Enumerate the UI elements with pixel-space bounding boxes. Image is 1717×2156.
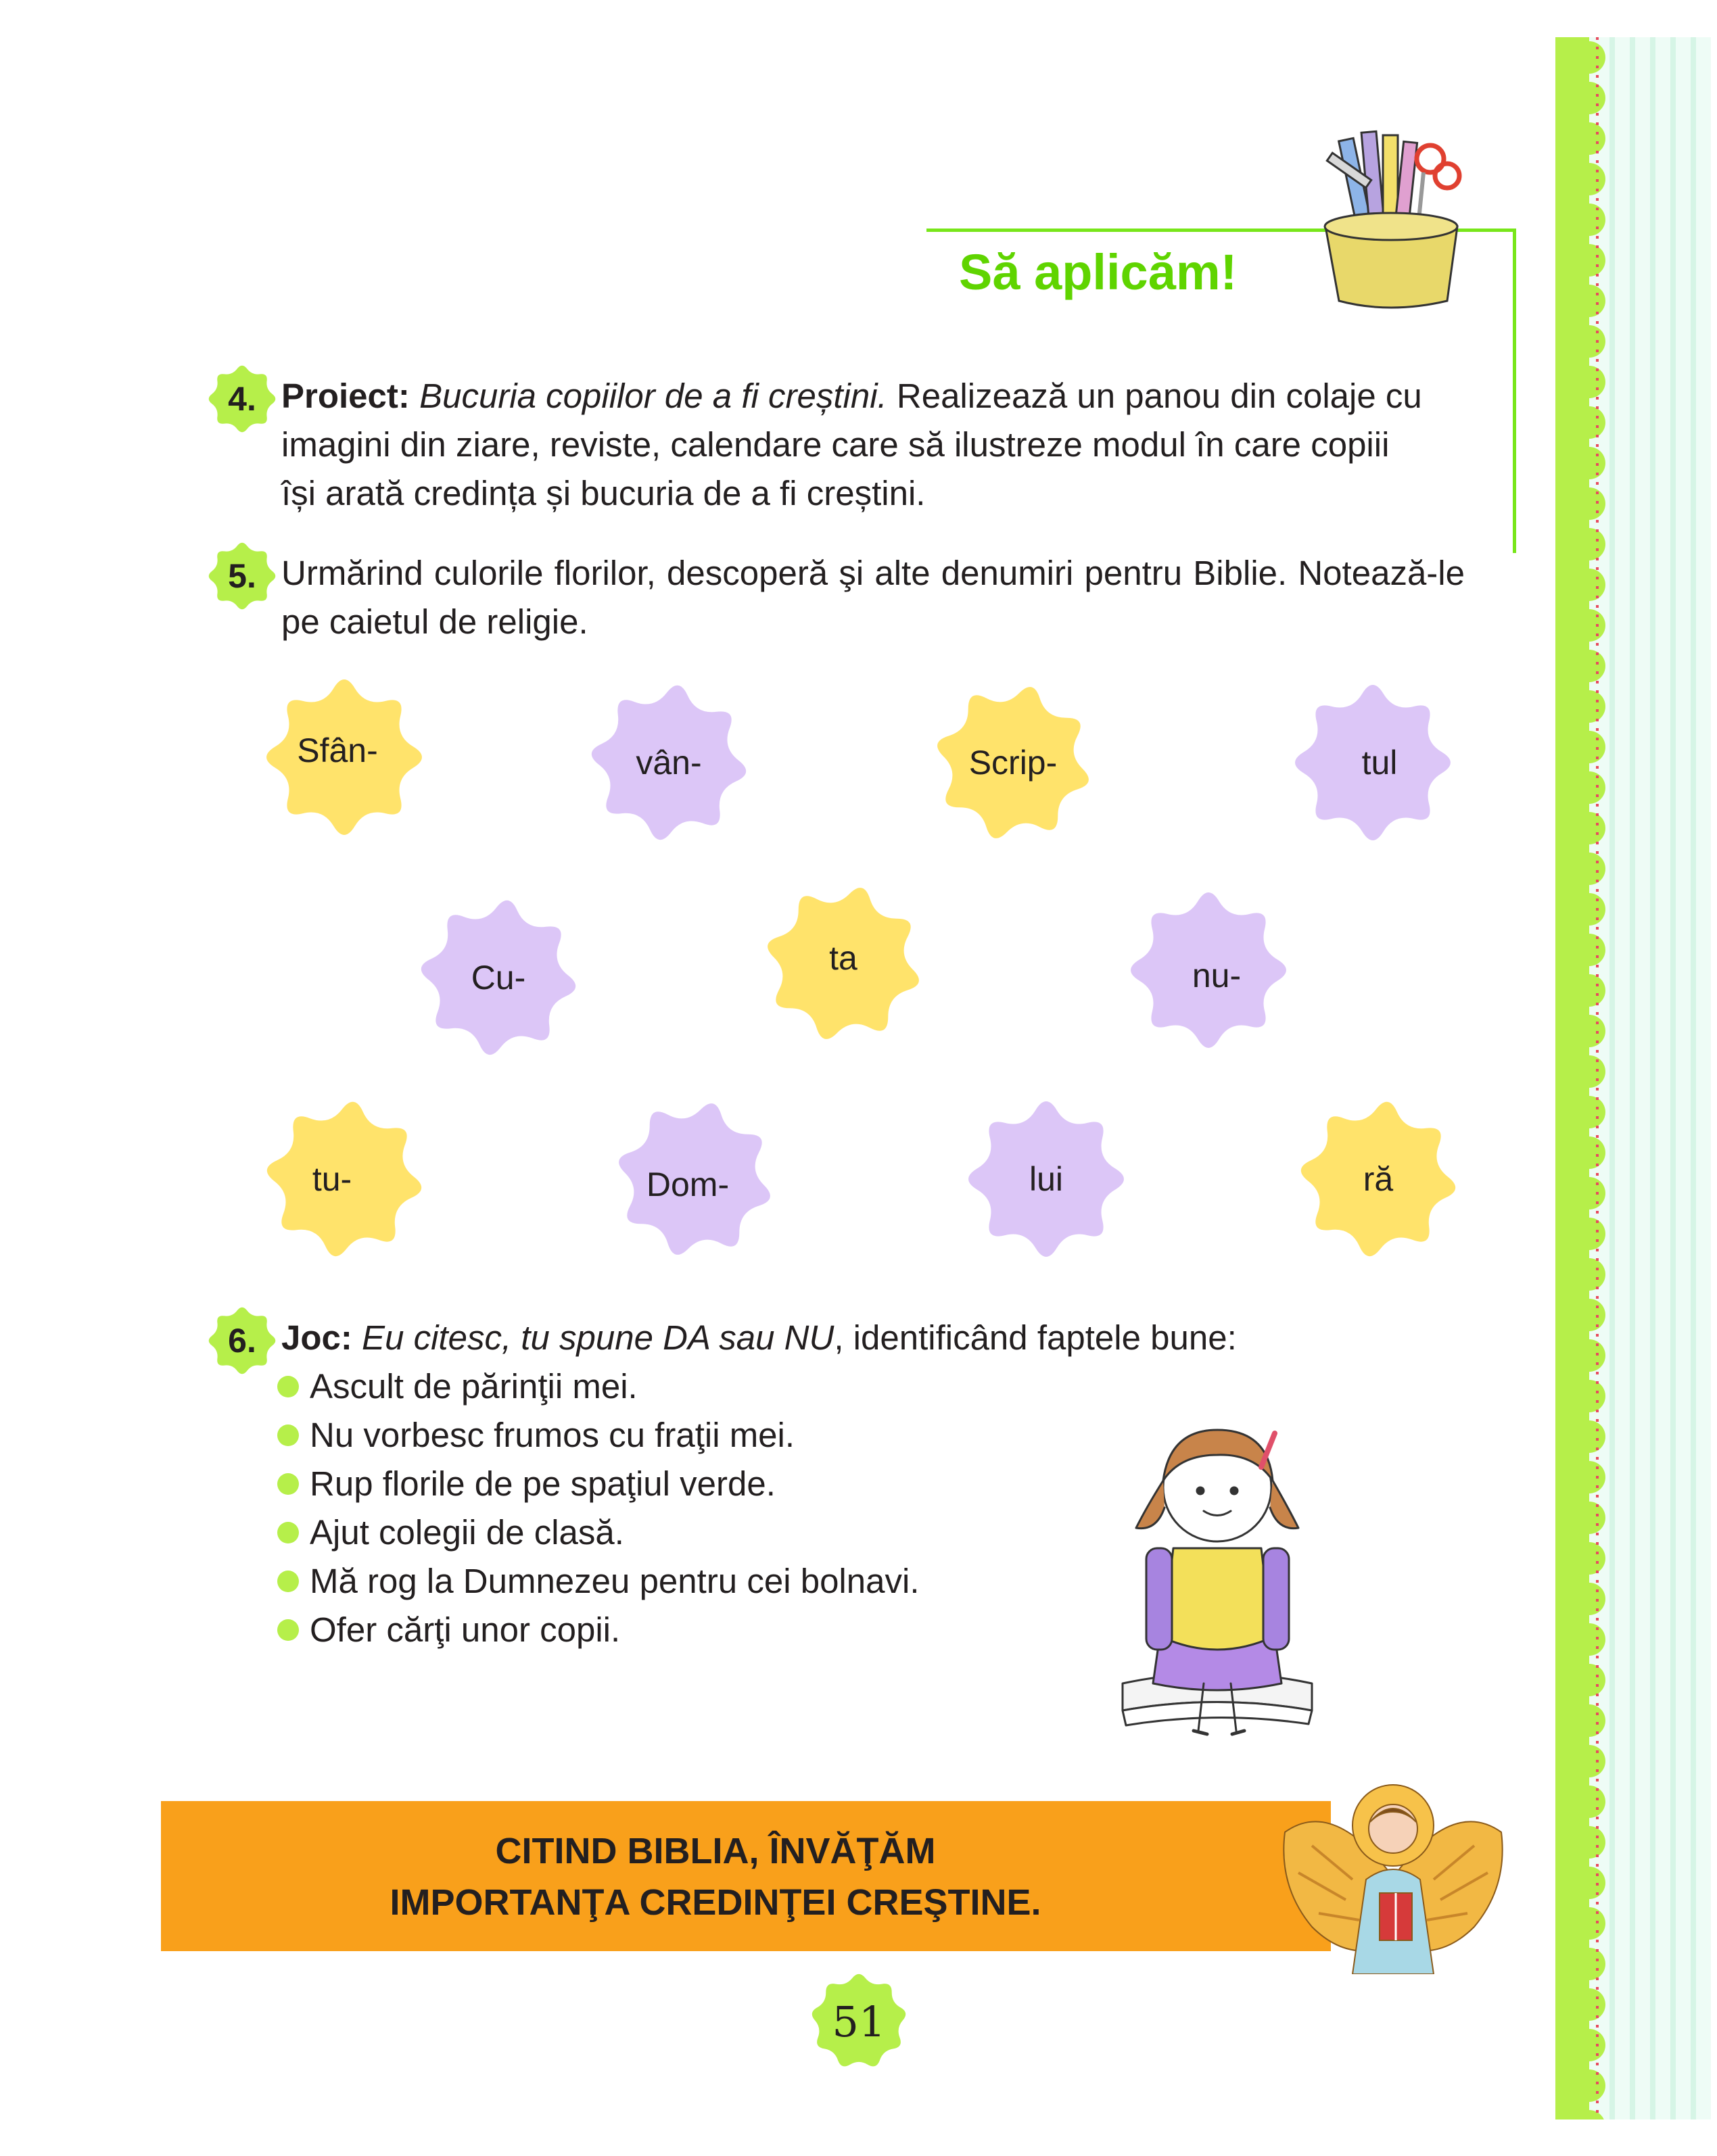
- list-item: Ascult de părinţii mei.: [277, 1362, 638, 1411]
- angel-icon: [1271, 1771, 1515, 1974]
- list-item: Ofer cărţi unor copii.: [277, 1606, 620, 1654]
- list-item: Mă rog la Dumnezeu pentru cei bolnavi.: [277, 1557, 920, 1606]
- exercise-4-line-3: își arată credința și bucuria de a fi creștini.: [281, 474, 926, 512]
- flower-4-label: tul: [1361, 744, 1398, 782]
- list-item: Nu vorbesc frumos cu fraţii mei.: [277, 1411, 795, 1460]
- flower-7: [1121, 882, 1296, 1058]
- header-side-rule: [1513, 229, 1516, 553]
- flower-3: [925, 675, 1101, 851]
- banner-line-1: CITIND BIBLIA, ÎNVĂŢĂM: [495, 1831, 936, 1871]
- exercise-6-number: 6.: [205, 1303, 279, 1378]
- exercise-4-label: Proiect:: [281, 377, 410, 415]
- exercise-6-text: [281, 1314, 1465, 1362]
- page-number: [805, 1971, 913, 2072]
- flower-2-label: vân-: [636, 744, 702, 782]
- exercise-5-number: 5.: [205, 539, 279, 613]
- flower-1-label: Sfân-: [297, 732, 378, 769]
- exercise-5-text: Urmărind culorile florilor, descoperă şi alte denumiri pentru Biblie. Notează-le pe caietul de religie.: [281, 554, 1465, 641]
- bullet-icon: [277, 1473, 299, 1495]
- flower-10-label: lui: [1029, 1160, 1064, 1198]
- exercise-4-text: [281, 372, 1465, 518]
- flower-11-label: ră: [1363, 1160, 1394, 1198]
- flower-2: [581, 675, 757, 851]
- exercise-6-title: Eu citesc, tu spune DA sau NU: [362, 1318, 834, 1357]
- flower-8-label: tu-: [312, 1160, 352, 1198]
- list-item: Rup florile de pe spaţiul verde.: [277, 1460, 776, 1508]
- exercise-4-line-1-tail: Realizează un panou din colaje cu: [896, 377, 1422, 415]
- flower-8: [256, 1091, 432, 1267]
- page-number-text: 51: [832, 1996, 886, 2046]
- exercise-4-number: 4.: [205, 362, 279, 436]
- flower-6: [755, 876, 931, 1051]
- bullet-icon: [277, 1376, 299, 1397]
- flower-10: [958, 1091, 1134, 1267]
- decorative-side-border: [1555, 37, 1711, 2119]
- flower-11: [1290, 1091, 1466, 1267]
- flower-9: [607, 1091, 782, 1267]
- exercise-6-tail: , identificând faptele bune:: [834, 1318, 1237, 1357]
- banner-line-2: IMPORTANŢA CREDINŢEI CREŞTINE.: [390, 1882, 1041, 1923]
- flower-4: [1285, 675, 1461, 851]
- flower-3-label: Scrip-: [968, 744, 1058, 782]
- exercise-4-title: Bucuria copiilor de a fi creștini.: [419, 377, 887, 415]
- flower-6-label: ta: [829, 939, 857, 977]
- flower-1: [256, 669, 432, 845]
- pencil-cup-icon: [1285, 112, 1488, 314]
- section-title: Să aplicăm!: [959, 244, 1238, 300]
- bullet-icon: [277, 1424, 299, 1446]
- list-item: Ajut colegii de clasă.: [277, 1508, 624, 1557]
- flower-5: [410, 890, 586, 1065]
- flower-5-label: Cu-: [471, 959, 526, 997]
- banner-text: [161, 1825, 1270, 1928]
- exercise-4-line-2: imagini din ziare, reviste, calendare care să ilustreze modul în care copiii: [281, 425, 1390, 464]
- flower-7-label: nu-: [1192, 957, 1242, 995]
- exercise-4-line-1: [281, 372, 1465, 421]
- bullet-icon: [277, 1522, 299, 1543]
- flower-9-label: Dom-: [646, 1166, 730, 1203]
- bullet-icon: [277, 1571, 299, 1592]
- exercise-6-label: Joc:: [281, 1318, 352, 1357]
- girl-reading-illustration: [1109, 1393, 1325, 1744]
- bullet-icon: [277, 1619, 299, 1641]
